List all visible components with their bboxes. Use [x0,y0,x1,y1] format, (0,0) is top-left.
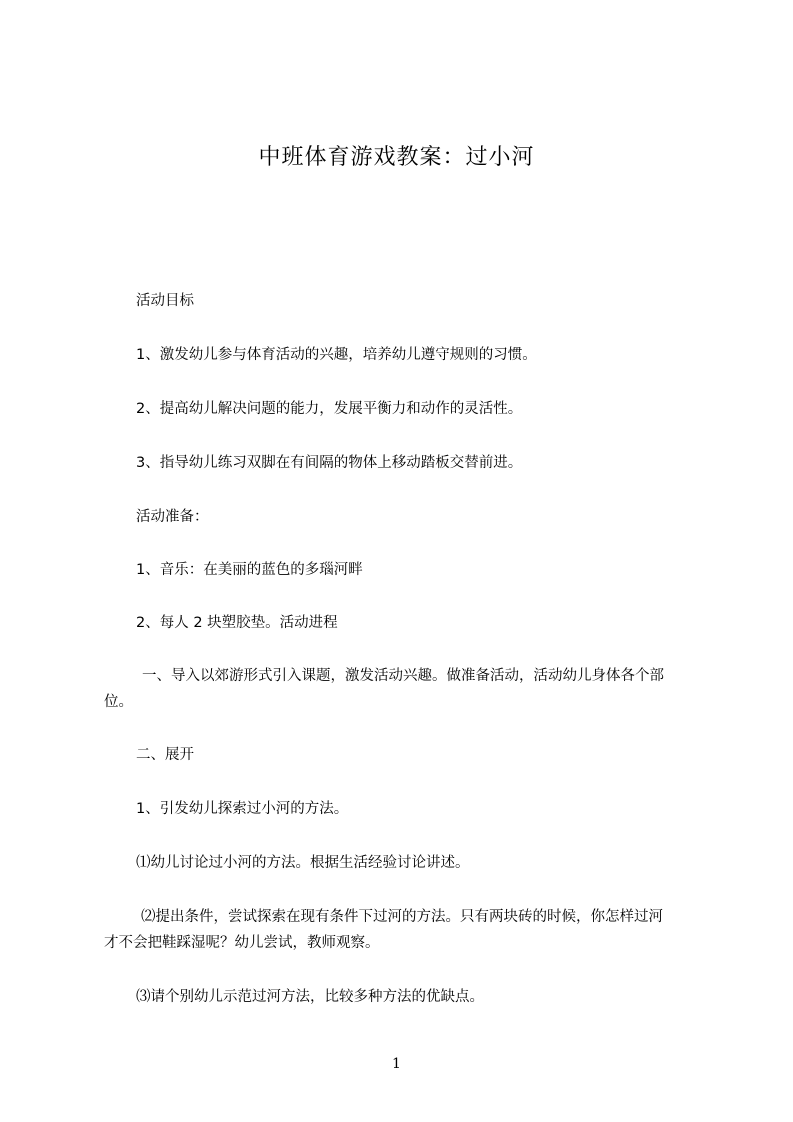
paragraph-goal-1: 1、激发幼儿参与体育活动的兴趣，培养幼儿遵守规则的习惯。 [136,347,537,363]
paragraph-goal-3: 3、指导幼儿练习双脚在有间隔的物体上移动踏板交替前进。 [136,455,523,471]
paragraph-substep-1: ⑴幼儿讨论过小河的方法。根据生活经验讨论讲述。 [136,855,470,871]
paragraph-step-develop-1: 1、引发幼儿探索过小河的方法。 [136,801,349,817]
document-title: 中班体育游戏教案：过小河 [258,145,535,170]
paragraph-preparation-heading: 活动准备： [136,509,209,525]
paragraph-substep-2: ⑵提出条件，尝试探索在现有条件下过河的方法。只有两块砖的时候，你怎样过河才不会把鞋踩湿呢？幼儿尝试，教师观察。 [104,909,663,951]
page-number: 1 [392,1056,401,1072]
paragraph-goals-heading: 活动目标 [136,293,194,309]
paragraph-substep-3: ⑶请个别幼儿示范过河方法，比较多种方法的优缺点。 [136,989,484,1005]
paragraph-step-intro: 一、导入以郊游形式引入课题，激发活动兴趣。做准备活动，活动幼儿身体各个部位。 [104,668,664,710]
paragraph-goal-2: 2、提高幼儿解决问题的能力，发展平衡力和动作的灵活性。 [136,401,523,417]
paragraph-preparation-1: 1、音乐：在美丽的蓝色的多瑙河畔 [136,562,363,578]
paragraph-preparation-2: 2、每人 2 块塑胶垫。活动进程 [136,615,338,631]
paragraph-step-develop-heading: 二、展开 [136,747,194,763]
